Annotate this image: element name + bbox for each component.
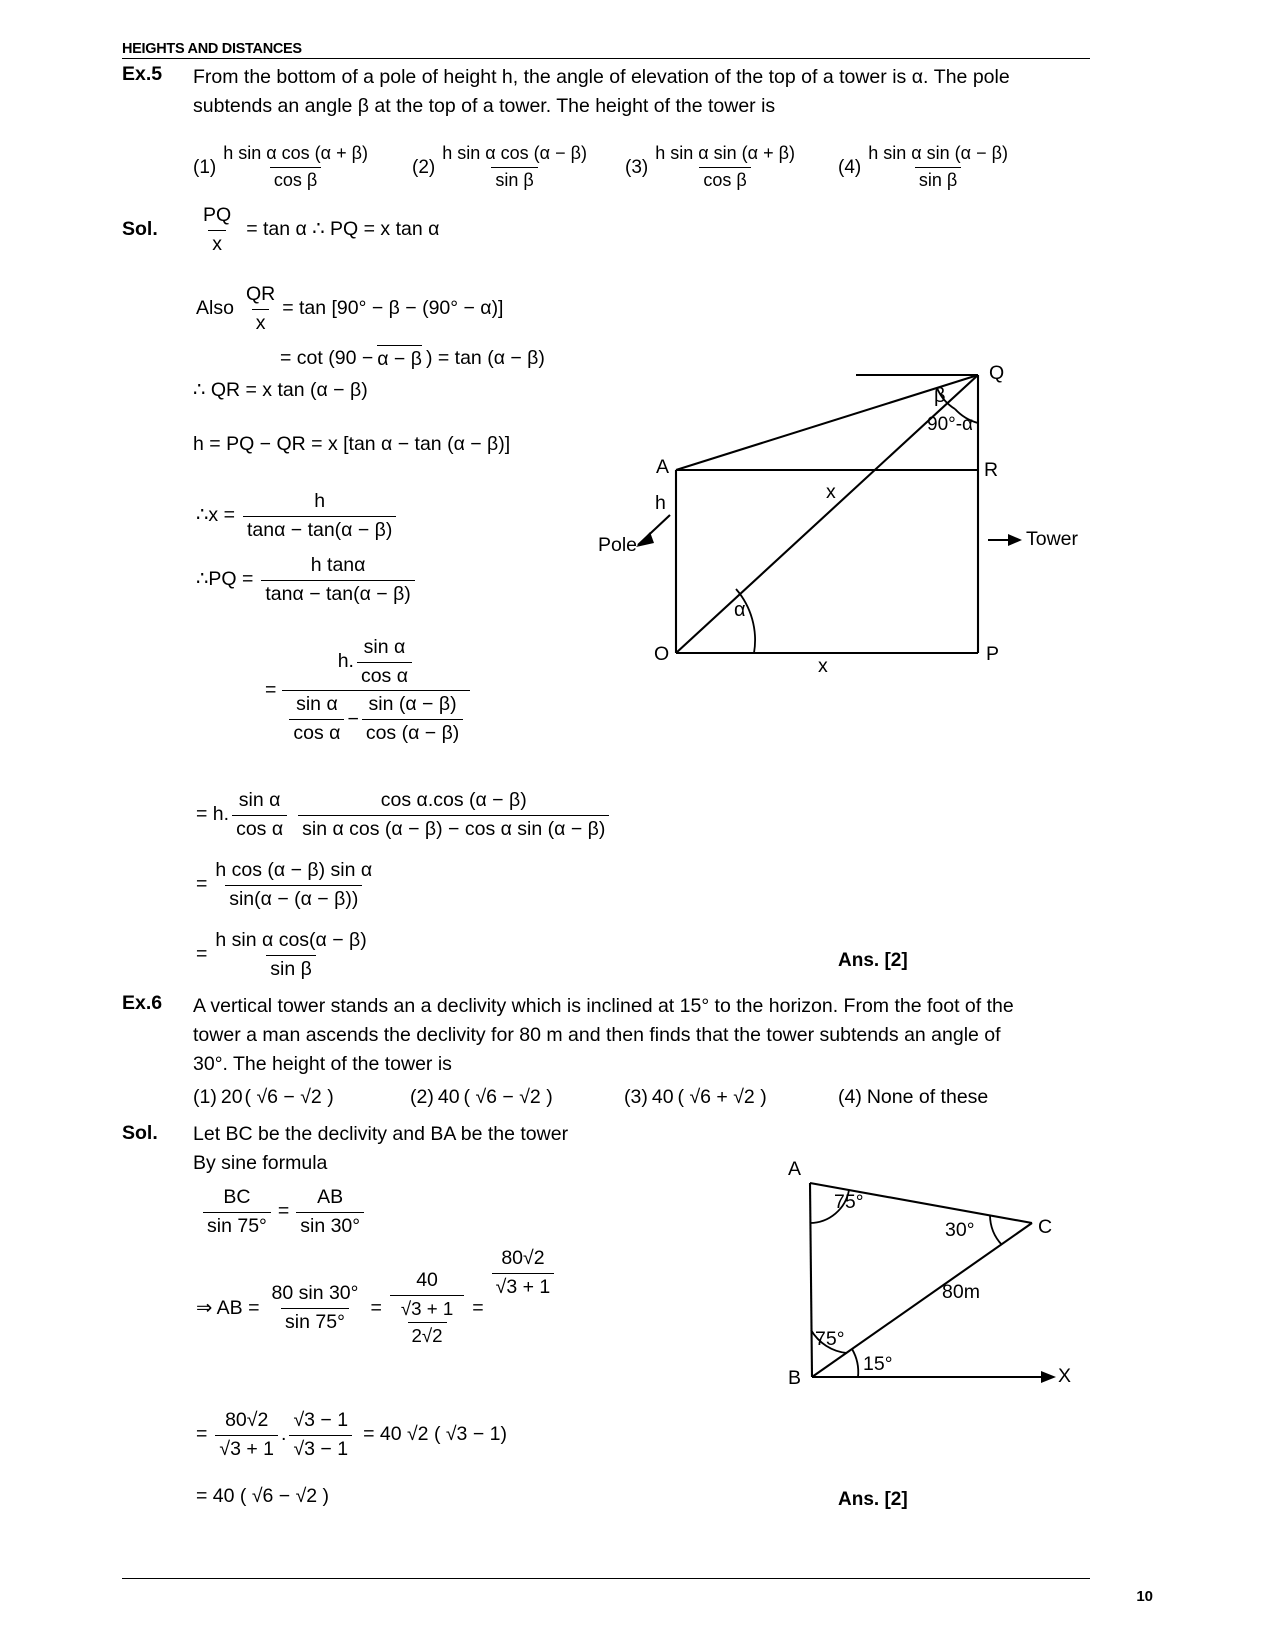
ex6-step5-rest: = 40 √2 ( √3 − 1) (363, 1423, 507, 1446)
ex6-option-2-coefficient: 40 (437, 1086, 460, 1108)
ex6-step4-fraction-1 (268, 1281, 363, 1335)
ex6-option-1-coefficient: 20 (220, 1086, 243, 1108)
ex5-step9-f2-numerator: cos α.cos (α − β) (380, 789, 527, 811)
ex5-option-2-denominator: sin β (491, 167, 537, 193)
ex5-figure (598, 340, 1079, 680)
ex6-option-4[interactable] (838, 1085, 988, 1111)
page-header (122, 41, 302, 57)
ex5-step1-numerator: PQ (203, 204, 232, 226)
figure1-vertex-R-label: R (984, 459, 999, 481)
ex6-option-2-body: ( √6 − √2 ) (463, 1086, 553, 1108)
footer-rule (122, 1578, 1090, 1579)
ex5-step-5: h = PQ − QR = x [tan α − tan (α − β)] (193, 433, 511, 455)
ex6-step4-fraction-2 (390, 1268, 464, 1349)
ex5-step8-h: h. (337, 650, 354, 673)
figure1-pole-callout-label: Pole (598, 534, 638, 556)
ex6-step4-f3-numerator: 80√2 (501, 1247, 545, 1269)
ex6-sol-label: Sol. (122, 1122, 158, 1144)
ex5-step9-lead: = h. (196, 803, 230, 826)
ex5-option-2[interactable] (412, 142, 594, 193)
ex6-step4-f1-denominator: sin 75° (281, 1308, 349, 1336)
ex6-answer: Ans. [2] (838, 1489, 908, 1510)
ex6-option-3-coefficient: 40 (651, 1086, 674, 1108)
ex6-option-1-number: (1) (193, 1086, 217, 1108)
figure2-side-BC-label: 80m (942, 1281, 980, 1303)
ex5-step-9 (196, 788, 612, 842)
ex6-step3-fraction-2 (296, 1185, 364, 1239)
axis-arrow-head-X (1041, 1371, 1056, 1383)
ex5-step8-equals: = (265, 679, 277, 702)
ex5-step7-fraction (261, 553, 414, 607)
ex5-step1-rest: = tan α ∴ PQ = x tan α (246, 218, 440, 241)
ex6-step4-f2-numerator: 40 (416, 1269, 438, 1291)
ex5-option-1-fraction (219, 142, 372, 193)
ex5-step6-denominator: tanα − tan(α − β) (243, 516, 396, 544)
figure1-vertex-O-label: O (654, 643, 670, 665)
ex5-option-3-fraction (651, 142, 799, 193)
ex6-step-3 (200, 1185, 367, 1239)
ex5-option-2-fraction (438, 142, 591, 193)
ex6-step5-fraction-2 (289, 1408, 352, 1462)
figure1-side-x-bottom-label: x (818, 655, 828, 677)
ex5-option-2-number: (2) (412, 156, 436, 178)
figure2-vertex-X-label: X (1058, 1365, 1072, 1387)
ex6-step4-equals-1: = (370, 1296, 382, 1319)
pole-arrow-head (636, 532, 654, 547)
ex5-step7-lead: ∴PQ = (196, 568, 254, 591)
tower-arrow-head (1008, 534, 1022, 546)
ex6-step-5 (196, 1408, 507, 1462)
ex6-option-3-body: ( √6 + √2 ) (677, 1086, 767, 1108)
ex6-step4-f2-denominator (390, 1295, 464, 1349)
ex5-step8-inner-denominator: cos α (357, 662, 412, 690)
ex6-statement-line2: tower a man ascends the declivity for 80 m and then finds that the tower subtends an angle of (193, 1024, 1001, 1046)
figure1-vertex-Q-label: Q (989, 362, 1005, 384)
ex5-step11-equals: = (196, 943, 208, 966)
ex6-step5-f1-denominator: √3 + 1 (215, 1435, 278, 1463)
ex5-option-3[interactable] (625, 142, 802, 193)
ex5-step9-f2-denominator: sin α cos (α − β) − cos α sin (α − β) (298, 815, 609, 843)
ex5-step6-lead: ∴x = (196, 504, 235, 527)
figure2-angle-B-lower-label: 15° (863, 1353, 893, 1375)
figure2-angle-B-upper-label: 75° (815, 1328, 845, 1350)
ex5-step2-denominator: x (252, 309, 270, 337)
ex5-figure-svg (648, 340, 1068, 680)
ex6-step5-f2-numerator: √3 − 1 (293, 1409, 349, 1431)
ex5-step8-den-fraction-2 (362, 692, 463, 746)
ex5-option-4-numerator: h sin α sin (α − β) (868, 143, 1008, 163)
ex6-option-2[interactable] (410, 1085, 553, 1111)
ex5-option-4[interactable] (838, 142, 1015, 193)
ex5-option-2-numerator: h sin α cos (α − β) (442, 143, 587, 163)
ex5-step10-numerator: h cos (α − β) sin α (215, 859, 373, 881)
ex6-step3-f1-numerator: BC (223, 1186, 251, 1208)
ex5-step8-inner-numerator: sin α (363, 636, 406, 658)
ex6-option-4-body: None of these (866, 1086, 989, 1108)
ex5-step8-compound-denominator (282, 690, 470, 746)
ex5-option-1[interactable] (193, 142, 375, 193)
ex6-step5-equals: = (196, 1423, 208, 1446)
figure1-tower-callout-label: Tower (1026, 528, 1079, 550)
ex6-step5-fraction-1 (215, 1408, 278, 1462)
ex6-step3-equals: = (277, 1200, 290, 1223)
ex5-step6-fraction (243, 489, 396, 543)
ex5-statement-line1: From the bottom of a pole of height h, the angle of elevation of the top of a tower is α. The pole (193, 66, 1010, 88)
ex5-option-1-number: (1) (193, 156, 217, 178)
ex5-option-1-numerator: h sin α cos (α + β) (223, 143, 368, 163)
ex5-option-3-number: (3) (625, 156, 649, 178)
figure2-vertex-A-label: A (788, 1158, 802, 1180)
figure1-angle-90-minus-alpha-label: 90°-α (927, 414, 974, 435)
ex5-step2-also: Also (196, 297, 234, 320)
ex5-option-3-numerator: h sin α sin (α + β) (655, 143, 795, 163)
ex6-option-3-number: (3) (624, 1086, 648, 1108)
header-title: HEIGHTS AND DISTANCES (122, 41, 302, 57)
ex5-step8-den2-numerator: sin (α − β) (368, 693, 457, 716)
ex6-step5-f2-denominator: √3 − 1 (289, 1435, 352, 1463)
ex5-step-7 (196, 553, 418, 607)
segment-AB (810, 1183, 812, 1377)
angle-arc-B-lower (852, 1349, 858, 1377)
ex5-step9-fraction-2 (298, 788, 609, 842)
ex6-step-6: = 40 ( √6 − √2 ) (196, 1485, 330, 1507)
ex6-statement-line1: A vertical tower stands an a declivity which is inclined at 15° to the horizon. From the foot of the (193, 995, 1014, 1017)
ex5-step3-pre: = cot (90 − (280, 347, 374, 369)
figure1-angle-alpha-label: α (734, 599, 746, 621)
ex6-step4-lead: ⇒ AB = (196, 1296, 260, 1319)
ex5-option-4-fraction (864, 142, 1012, 193)
ex5-step-8 (265, 635, 473, 747)
ex6-step3-f2-denominator: sin 30° (296, 1212, 364, 1240)
ex6-step4-f3-denominator: √3 + 1 (492, 1273, 555, 1301)
figure2-vertex-B-label: B (788, 1367, 802, 1389)
ex5-step-4: ∴ QR = x tan (α − β) (193, 379, 368, 401)
ex5-step9-f1-numerator: sin α (238, 789, 281, 811)
figure1-vertex-P-label: P (986, 643, 1000, 665)
ex6-step4-f1-numerator: 80 sin 30° (271, 1282, 359, 1305)
ex5-step1-fraction (199, 203, 235, 257)
ex5-step8-inner-fraction (357, 635, 412, 689)
ex5-step10-denominator: sin(α − (α − β)) (225, 885, 362, 913)
ex5-step10-equals: = (196, 873, 208, 896)
ex6-option-2-number: (2) (410, 1086, 434, 1108)
ex6-option-1[interactable] (193, 1085, 334, 1111)
ex5-step-11 (196, 928, 374, 982)
ex5-step8-den2-denominator: cos (α − β) (362, 719, 463, 747)
figure2-angle-A-label: 75° (834, 1191, 864, 1213)
ex6-step5-dot: . (281, 1423, 287, 1446)
ex6-step3-fraction-1 (203, 1185, 271, 1239)
ex5-option-4-number: (4) (838, 156, 862, 178)
figure2-angle-C-label: 30° (945, 1219, 975, 1241)
ex6-step-2: By sine formula (193, 1152, 328, 1174)
ex5-step11-numerator: h sin α cos(α − β) (215, 929, 367, 951)
figure1-angle-beta-label: β (934, 385, 946, 407)
ex5-option-3-denominator: cos β (699, 167, 750, 193)
ex5-statement-line2: subtends an angle β at the top of a tower. The height of the tower is (193, 95, 776, 117)
ex5-step2-numerator: QR (245, 283, 276, 305)
ex5-step-10 (196, 858, 379, 912)
ex6-step4-nested-fraction (397, 1297, 457, 1349)
ex5-option-1-denominator: cos β (270, 167, 321, 193)
ex5-step9-fraction-1 (232, 788, 287, 842)
ex5-step8-den1-denominator: cos α (289, 719, 344, 747)
ex5-step7-numerator: h tanα (310, 554, 366, 576)
ex5-step8-den1-numerator: sin α (296, 693, 338, 716)
figure1-side-x-top-label: x (826, 481, 836, 503)
ex6-step4-nested-denominator: 2√2 (408, 1322, 447, 1349)
figure2-vertex-C-label: C (1038, 1216, 1053, 1238)
ex5-step1-denominator: x (208, 230, 226, 258)
ex6-figure (790, 1155, 1080, 1415)
ex5-step2-rest: = tan [90° − β − (90° − α)] (282, 297, 504, 320)
ex5-step7-denominator: tanα − tan(α − β) (261, 580, 414, 608)
page-number: 10 (1136, 1588, 1153, 1605)
ex5-step8-compound-numerator (334, 635, 419, 690)
angle-arc-C (990, 1215, 1002, 1245)
ex5-step9-f1-denominator: cos α (232, 815, 287, 843)
ex6-step4-equals-2: = (472, 1296, 484, 1319)
ex5-step2-fraction (242, 282, 279, 336)
segment-BC (812, 1223, 1032, 1377)
ex5-step6-numerator: h (314, 490, 326, 512)
ex6-option-3[interactable] (624, 1085, 767, 1111)
ex5-answer: Ans. [2] (838, 950, 908, 971)
ex6-option-1-body: ( √6 − √2 ) (244, 1086, 334, 1108)
ex6-step5-f1-numerator: 80√2 (225, 1409, 269, 1431)
ex5-step3-post: ) = tan (α − β) (425, 347, 545, 369)
ex5-step8-den-minus: − (347, 707, 359, 730)
ex6-step3-f1-denominator: sin 75° (203, 1212, 271, 1240)
ex5-step8-den-fraction-1 (289, 692, 344, 746)
figure1-vertex-A-label: A (656, 456, 670, 478)
ex5-option-4-denominator: sin β (915, 167, 961, 193)
ex6-label: Ex.6 (122, 992, 163, 1014)
ex5-step11-fraction (211, 928, 370, 982)
figure1-side-h-label: h (655, 492, 666, 514)
ex6-statement-line3: 30°. The height of the tower is (193, 1053, 452, 1075)
header-rule (122, 58, 1090, 59)
ex5-label: Ex.5 (122, 63, 163, 85)
ex6-step3-f2-numerator: AB (317, 1186, 344, 1208)
ex6-step-1: Let BC be the declivity and BA be the tower (193, 1123, 569, 1145)
ex5-step-1 (196, 203, 439, 257)
ex5-step10-fraction (211, 858, 376, 912)
ex5-step3-overline: α − β (377, 345, 422, 373)
ex6-step-4 (196, 1247, 557, 1349)
ex5-step-2 (196, 282, 503, 336)
ex6-option-4-number: (4) (838, 1086, 862, 1108)
ex5-sol-label: Sol. (122, 218, 158, 240)
ex6-step4-fraction-3 (492, 1246, 555, 1300)
ex5-step-3 (280, 345, 545, 373)
ex5-step8-compound-fraction (282, 635, 470, 747)
ex5-step-6 (196, 489, 399, 543)
ex6-step4-nested-numerator: √3 + 1 (400, 1297, 454, 1319)
ex5-step11-denominator: sin β (266, 955, 316, 983)
